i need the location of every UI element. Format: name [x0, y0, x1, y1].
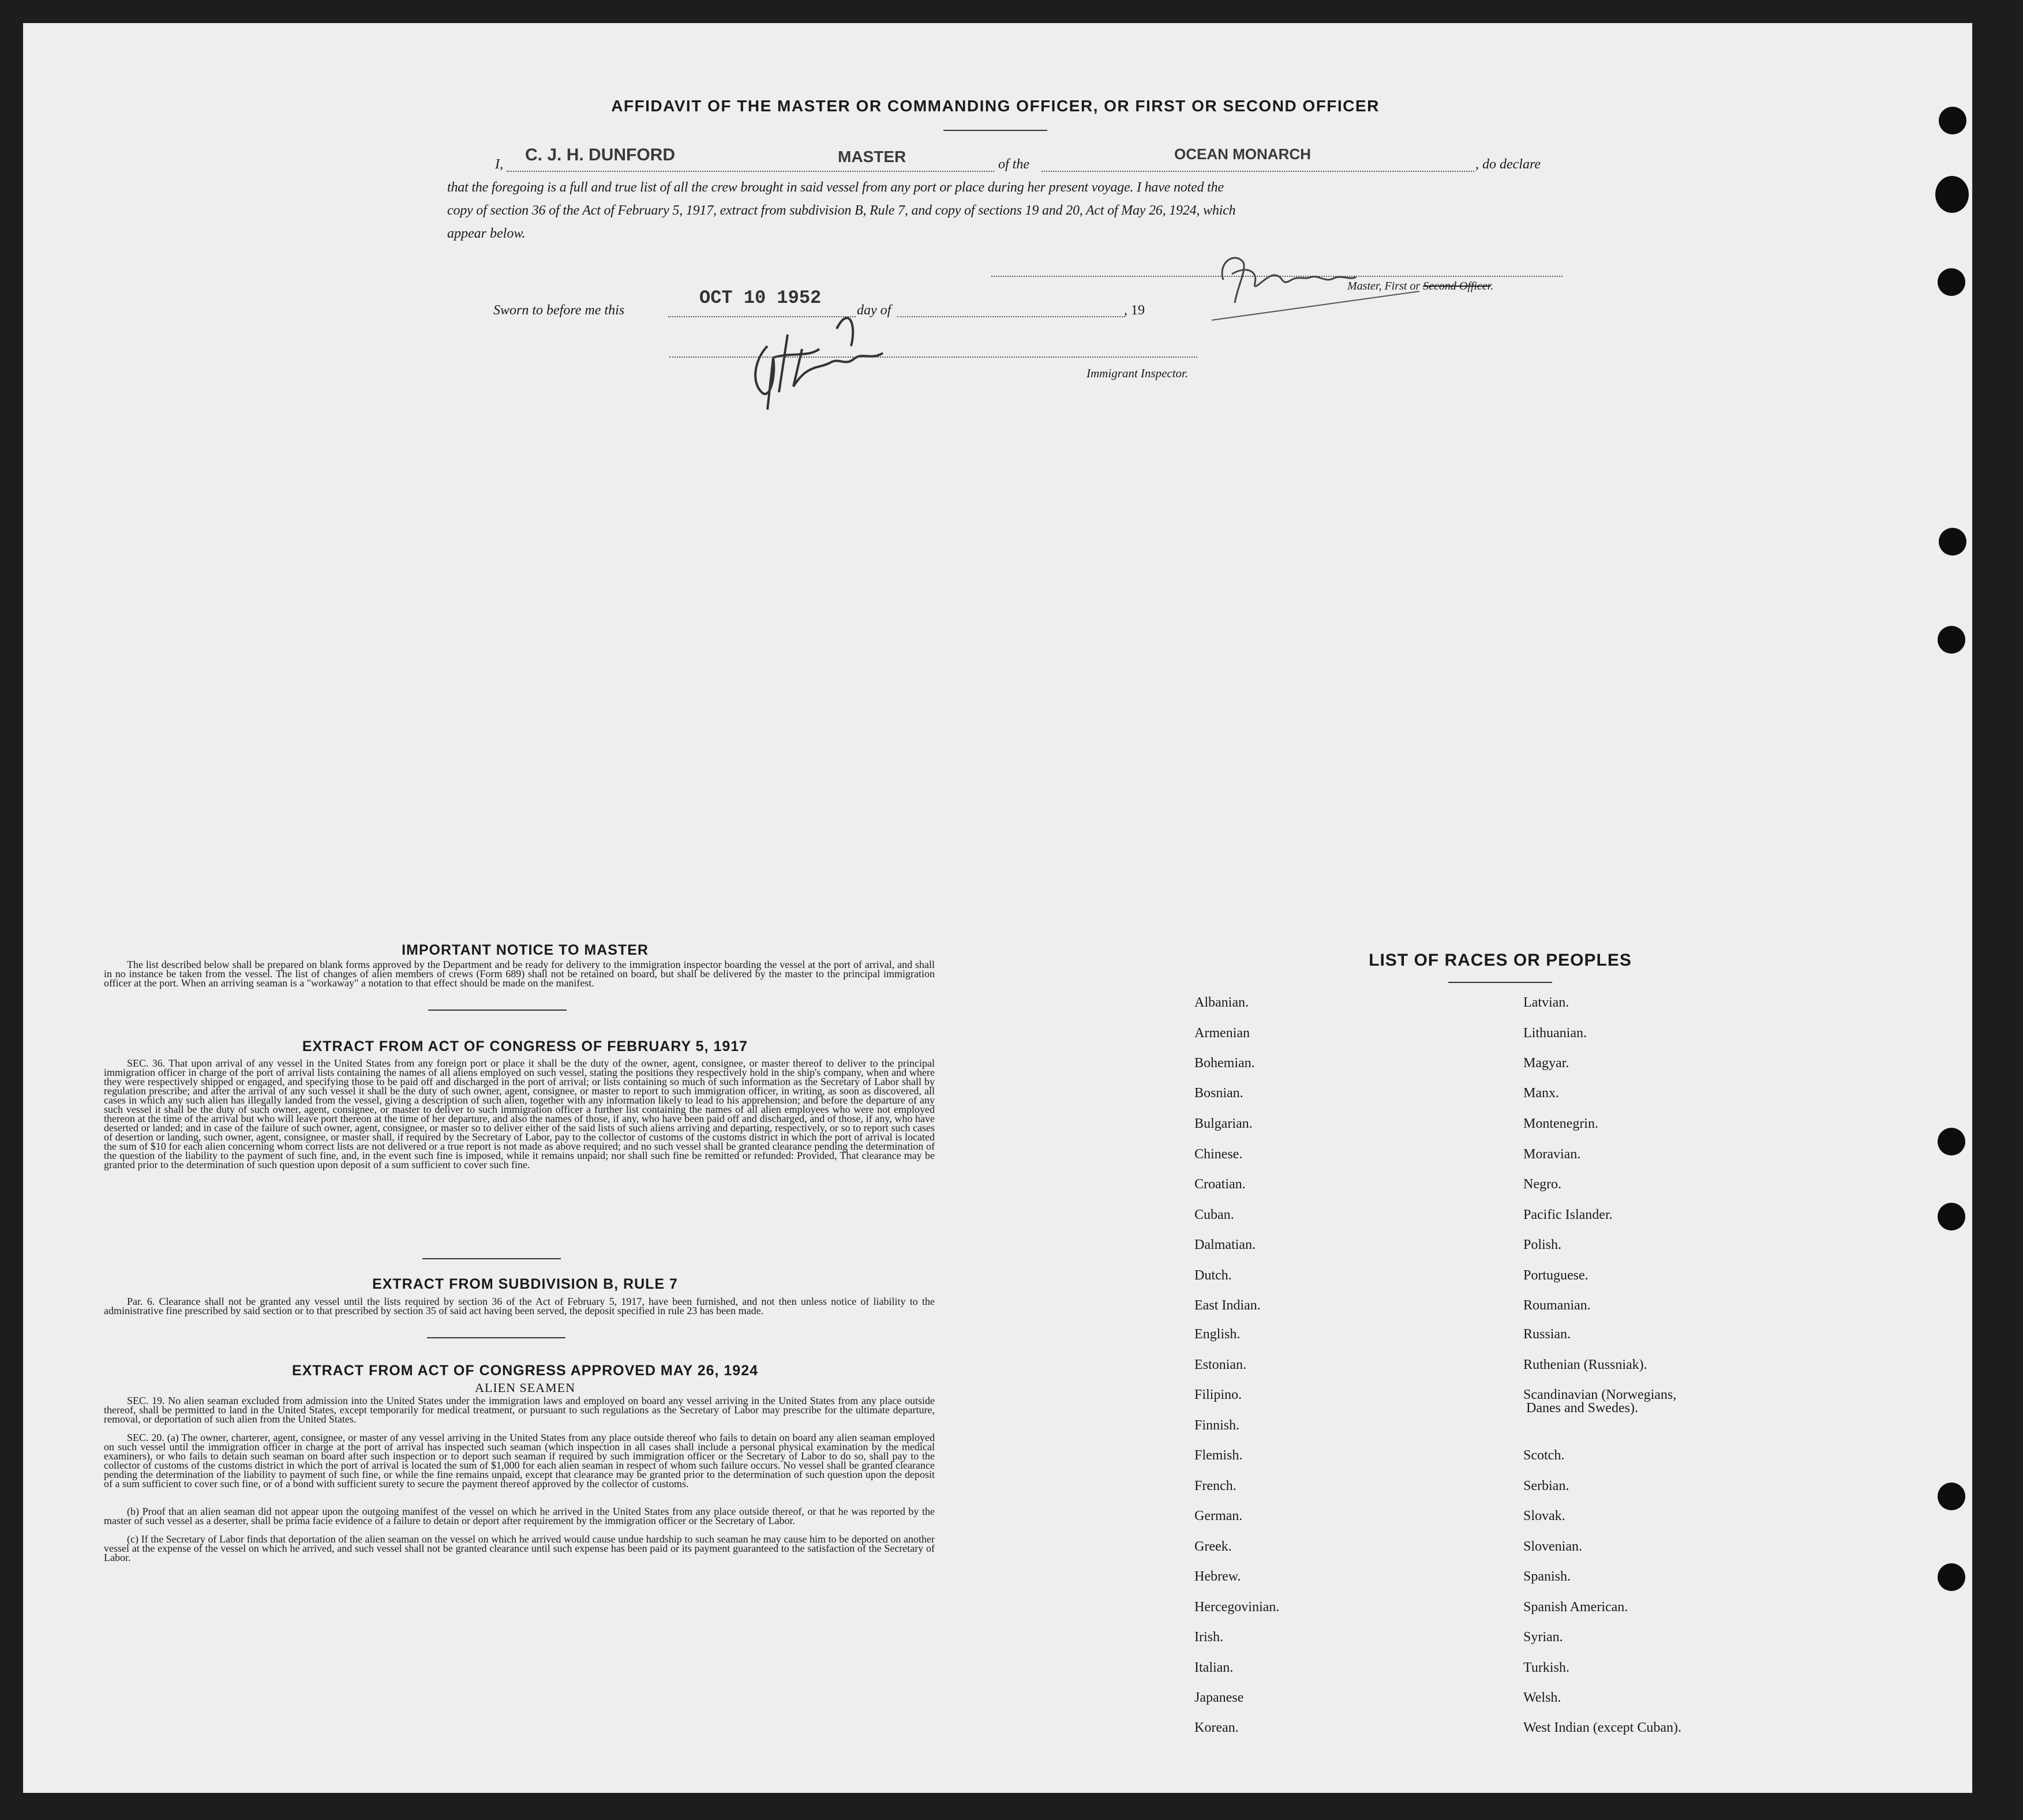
affidavit-title: AFFIDAVIT OF THE MASTER OR COMMANDING OFFICER, OR FIRST OR SECOND OFFICER [611, 97, 1380, 115]
punch-hole [1938, 1563, 1965, 1591]
race-item: Estonian. [1194, 1357, 1246, 1372]
race-item: Cuban. [1194, 1207, 1234, 1222]
rule7-text: Par. 6. Clearance shall not be granted any vessel until the lists required by section 36 of the Act of February 5, 1917, have been furnished, and not then unless notice of liability to the administrative fine prescribed by said section or to that prescribed by section 35 of said act having been served, the deposit specified in rule 23 has been made. [104, 1296, 935, 1316]
race-item: Pacific Islander. [1523, 1207, 1613, 1222]
race-item: Spanish American. [1523, 1600, 1628, 1615]
rule7-title: EXTRACT FROM SUBDIVISION B, RULE 7 [372, 1276, 678, 1292]
affidavit-line2: that the foregoing is a full and true list of all the crew brought in said vessel from any port or place during her present voyage. I have noted the [447, 180, 1224, 195]
rank-value: MASTER [838, 148, 906, 166]
race-item: West Indian (except Cuban). [1523, 1720, 1681, 1735]
divider [422, 1258, 561, 1259]
inspector-signature-line [669, 357, 1197, 358]
sworn-year: , 19 [1124, 303, 1145, 318]
master-name-field [507, 171, 994, 172]
sworn-prefix: Sworn to before me this [493, 303, 625, 318]
divider [1448, 982, 1552, 983]
race-item: Dutch. [1194, 1268, 1232, 1283]
race-item: Manx. [1523, 1086, 1559, 1101]
signer-caption [1347, 280, 1493, 293]
signer-caption-b: Second Officer [1423, 280, 1491, 292]
race-item: Bulgarian. [1194, 1116, 1253, 1131]
races-title: LIST OF RACES OR PEOPLES [1369, 951, 1632, 970]
race-item: Serbian. [1523, 1478, 1569, 1493]
inspector-caption: Immigrant Inspector. [1087, 366, 1189, 380]
race-item: Slovenian. [1523, 1539, 1582, 1554]
date-stamp: OCT 10 1952 [699, 287, 822, 309]
race-item: Montenegrin. [1523, 1116, 1598, 1131]
race-item: Hebrew. [1194, 1569, 1241, 1584]
master-name-value: C. J. H. DUNFORD [525, 145, 676, 164]
race-item: Bosnian. [1194, 1086, 1243, 1101]
race-item: Scandinavian (Norwegians, [1523, 1387, 1677, 1402]
punch-hole [1938, 1128, 1965, 1155]
affidavit-line3: copy of section 36 of the Act of February 5, 1917, extract from subdivision B, Rule 7, and copy of sections 19 and 20, Act of May 26, 1924, which [447, 203, 1236, 218]
vessel-name-value: OCEAN MONARCH [1174, 145, 1311, 163]
race-item: Portuguese. [1523, 1268, 1589, 1283]
race-item: Filipino. [1194, 1387, 1242, 1402]
race-item: Armenian [1194, 1026, 1250, 1041]
punch-hole [1938, 268, 1965, 296]
race-item: Lithuanian. [1523, 1026, 1587, 1041]
race-item: Greek. [1194, 1539, 1232, 1554]
punch-hole [1938, 626, 1965, 654]
affidavit-line1-prefix: I, [495, 157, 503, 172]
race-item: Irish. [1194, 1630, 1223, 1645]
race-item: Japanese [1194, 1690, 1244, 1705]
extract-1924-subtitle: ALIEN SEAMEN [475, 1380, 575, 1395]
extract-1924-title: EXTRACT FROM ACT OF CONGRESS APPROVED MAY 26, 1924 [291, 1363, 759, 1379]
race-item: Italian. [1194, 1660, 1234, 1675]
divider [428, 1010, 567, 1011]
race-item: English. [1194, 1327, 1241, 1342]
race-item: French. [1194, 1478, 1237, 1493]
race-item: Hercegovinian. [1194, 1600, 1280, 1615]
vessel-name-field [1042, 171, 1474, 172]
sworn-month-field [897, 316, 1125, 317]
race-item: Polish. [1523, 1237, 1562, 1252]
signer-caption-c: . [1490, 280, 1494, 292]
race-item: Bohemian. [1194, 1056, 1255, 1071]
race-item: Russian. [1523, 1327, 1571, 1342]
race-item: Welsh. [1523, 1690, 1561, 1705]
race-item: Danes and Swedes). [1526, 1401, 1638, 1416]
affidavit-line4: appear below. [447, 226, 526, 241]
race-item: Scotch. [1523, 1448, 1565, 1463]
form-page [23, 23, 1972, 1793]
race-item: Ruthenian (Russniak). [1523, 1357, 1647, 1372]
punch-hole [1939, 107, 1966, 134]
notice-text: The list described below shall be prepared on blank forms approved by the Department and be ready for delivery to the immigration inspector boarding the vessel at the port of arrival, and shall in no instance be taken from the vessel. The list of changes of alien members of crews (Form 689) shall not be retained on board, but shall be delivered by the master to the principal immigration officer at the port. When an arriving seaman is a "workaway" a notation to that effect should be made on the manifest. [104, 959, 935, 989]
race-item: Latvian. [1523, 995, 1569, 1010]
divider [427, 1337, 565, 1338]
extract-1924-sec19: SEC. 19. No alien seaman excluded from admission into the United States under the immigration laws and employed on board any vessel arriving in the United States from any place outside thereof, shall be permitted to land in the United States, except temporarily for medical treatment, or pursuant to such regulations as the Secretary of Labor may prescribe for the ultimate departure, removal, or deportation of such alien from the United States. [104, 1395, 935, 1425]
notice-title: IMPORTANT NOTICE TO MASTER [402, 942, 649, 958]
divider [943, 130, 1047, 131]
sworn-day-of: day of [857, 303, 891, 318]
affidavit-do-declare: , do declare [1475, 157, 1541, 172]
race-item: Chinese. [1194, 1147, 1243, 1162]
race-item: Turkish. [1523, 1660, 1569, 1675]
punch-hole [1938, 1203, 1965, 1230]
race-item: Slovak. [1523, 1508, 1565, 1523]
race-item: Albanian. [1194, 995, 1249, 1010]
race-item: Korean. [1194, 1720, 1239, 1735]
race-item: East Indian. [1194, 1298, 1261, 1313]
race-item: Moravian. [1523, 1147, 1581, 1162]
extract-1924-sec20b: (b) Proof that an alien seaman did not appear upon the outgoing manifest of the vessel on which he arrived in the United States from any place outside thereof, or that he was reported by the master of such vessel as a deserter, shall be prima facie evidence of a failure to detain or deport after requirement by the immigration officer or the Secretary of Labor. [104, 1506, 935, 1526]
race-item: Finnish. [1194, 1418, 1240, 1433]
race-item: Syrian. [1523, 1630, 1563, 1645]
extract-1924-sec20a: SEC. 20. (a) The owner, charterer, agent, consignee, or master of any vessel arriving in the United States from any place outside thereof who fails to detain on board any alien seaman employed on such vessel until the immigration officer in charge at the port of arrival has inspected such seaman (which inspection in all cases shall include a personal physical examination by the medical examiners), or who fails to detain such seaman on board after such inspection or to deport such seaman if required by such immigration officer or the Secretary of Labor to do so, shall pay to the collector of customs of the customs district in which the port of arrival is located the sum of $1,000 for each alien seaman in respect of whom such failure occurs. No vessel shall be granted clearance pending the determination of the liability to payment of such fine, or while the fine remains unpaid, except that clearance may be granted prior to the determination of such question upon the deposit of a sum sufficient to cover such fine, or of a bond with sufficient surety to secure the payment thereof approved by the collector of customs. [104, 1432, 935, 1489]
race-item: Dalmatian. [1194, 1237, 1256, 1252]
race-item: Croatian. [1194, 1177, 1246, 1192]
race-item: Roumanian. [1523, 1298, 1591, 1313]
inspector-signature [733, 294, 929, 421]
race-item: Magyar. [1523, 1056, 1569, 1071]
extract-1917-text: SEC. 36. That upon arrival of any vessel in the United States from any foreign port or place it shall be the duty of the owner, agent, consignee, or master thereof to deliver to the principal immigration officer in charge of the port of arrival lists containing the names of all aliens employed on such vessel, stating the positions they respectively hold in the ship's company, when and where they were respectively shipped or engaged, and specifying those to be paid off and discharged in the port of arrival; or lists containing so much of such information as the Secretary of Labor shall by regulation prescribe; and after the arrival of any such vessel it shall be the duty of such owner, agent, consignee, or master to report to such immigration officer, in writing, as soon as discovered, all cases in which any such alien has illegally landed from the vessel, giving a description of such alien, together with any information likely to lead to his apprehension; and before the departure of any such vessel it shall be the duty of such owner, agent, consignee, or master to deliver to such immigration officer a further list containing the names of all alien employees who were not employed thereon at the time of the arrival but who will leave port thereon at the time of her departure, and also the names of those, if any, who have been paid off and discharged, and of those, if any, who have deserted or landed; and in case of the failure of such owner, agent, consignee, or master so to deliver either of the said lists of such aliens arriving and departing, respectively, or so to report such cases of desertion or landing, such owner, agent, consignee, or master shall, if required by the Secretary of Labor, pay to the collector of customs of the customs district in which the port of arrival is located the sum of $10 for each alien concerning whom correct lists are not delivered or a true report is not made as above required; and no such vessel shall be granted clearance pending the determination of the question of the liability to the payment of such fine, and, in the event such fine is imposed, while it remains unpaid; nor shall such fine be remitted or refunded: Provided, That clearance may be granted prior to the determination of such question upon deposit of a sum sufficient to cover such fine. [104, 1057, 935, 1170]
race-item: German. [1194, 1508, 1243, 1523]
race-item: Negro. [1523, 1177, 1561, 1192]
punch-hole [1939, 528, 1966, 556]
extract-1917-title: EXTRACT FROM ACT OF CONGRESS OF FEBRUARY 5, 1917 [302, 1038, 748, 1055]
punch-hole [1935, 176, 1969, 213]
race-item: Flemish. [1194, 1448, 1243, 1463]
race-item: Spanish. [1523, 1569, 1571, 1584]
punch-hole [1938, 1483, 1965, 1510]
affidavit-of-the: of the [998, 157, 1029, 172]
extract-1924-sec20c: (c) If the Secretary of Labor finds that deportation of the alien seaman on the vessel on which he arrived would cause undue hardship to such seaman he may cause him to be deported on another vessel at the expense of the vessel on which he arrived, and such vessel shall not be granted clearance until such expense has been paid or its payment guaranteed to the satisfaction of the Secretary of Labor. [104, 1533, 935, 1563]
signer-caption-a: Master, First or [1347, 280, 1423, 292]
